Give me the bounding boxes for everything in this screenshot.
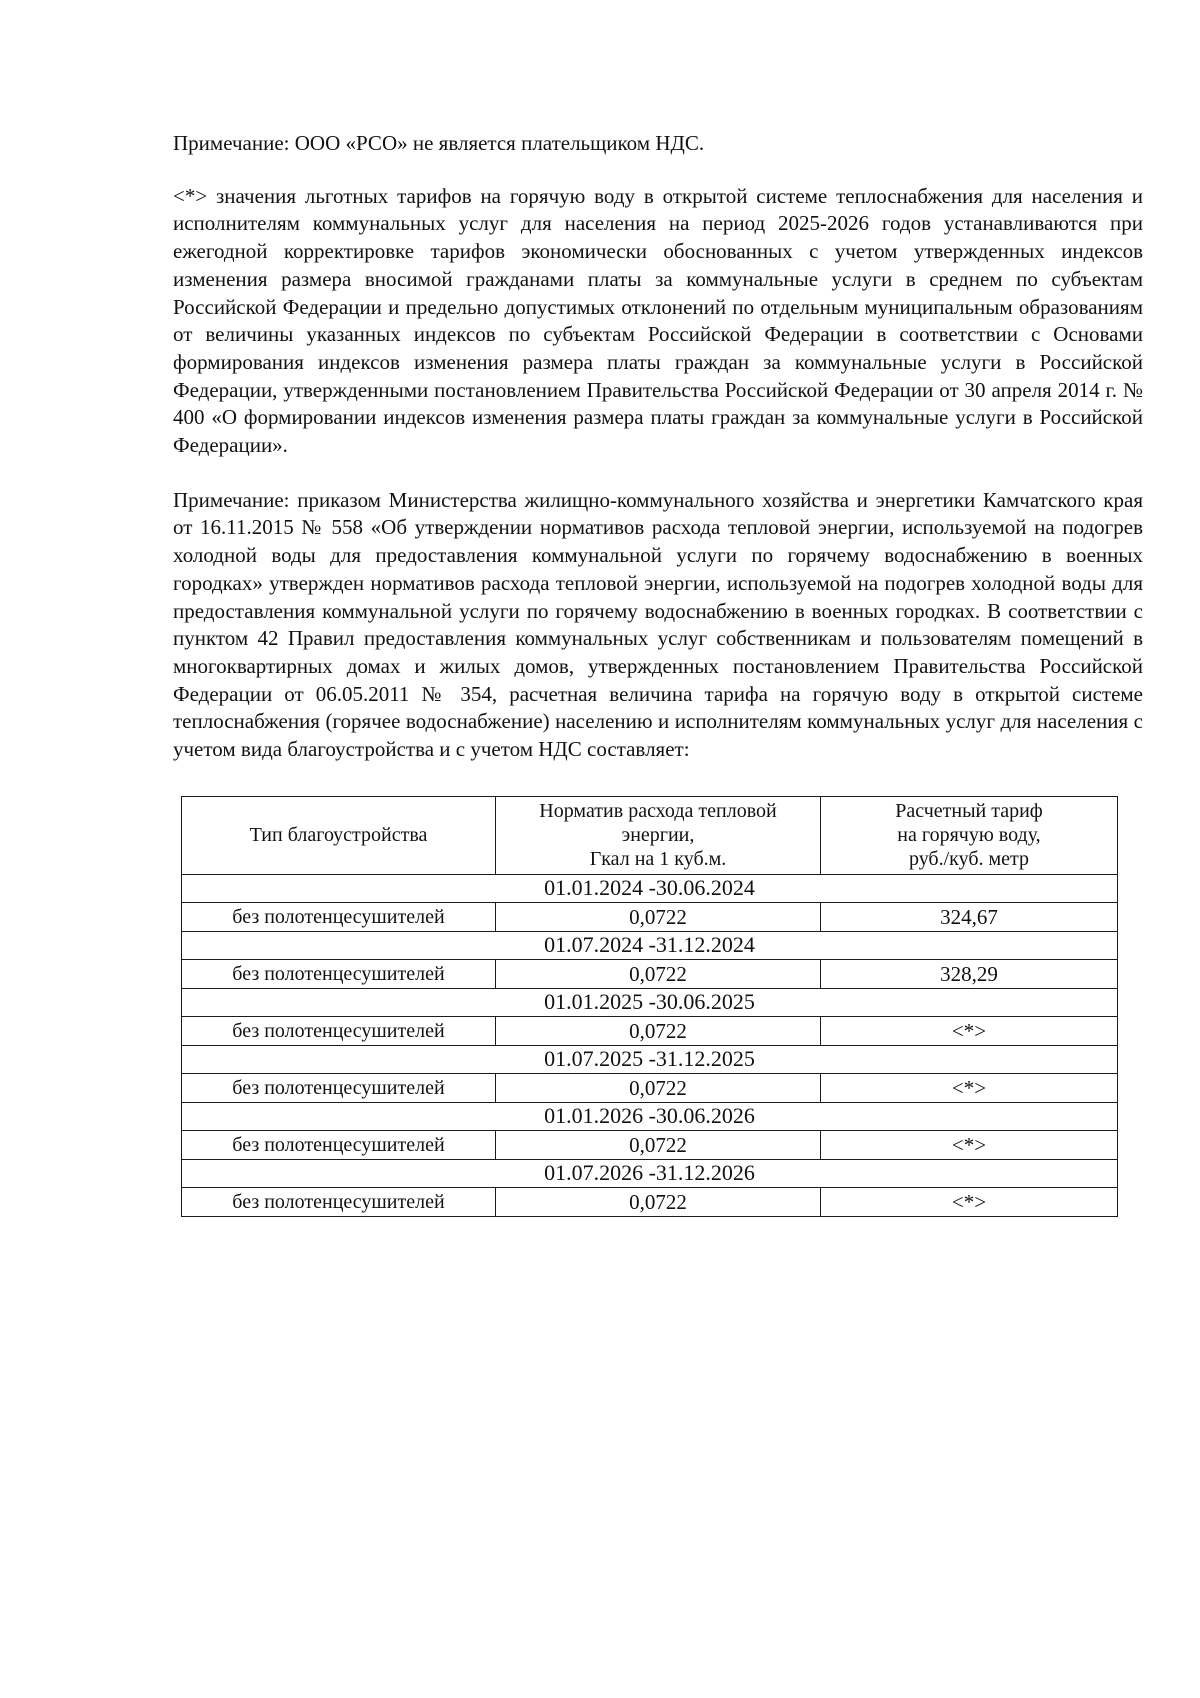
asterisk-note: <*> значения льготных тарифов на горячую воду в открытой системе теплоснабжения для населения и исполнителям коммунальных услуг для населения на период 2025-2026 годов устанавливаются при ежегодной корректировке тарифов экономически обоснованных с учетом утвержденных индексов изменения размера вносимой гражданами платы за коммунальные услуги в среднем по субъектам Российской Федерации и предельно допустимых отклонений по отдельным муниципальным образованиям от величины указанных индексов по субъектам Российской Федерации в соответствии с Основами формирования индексов изменения размера платы граждан за коммунальные услуги в Российской Федерации, утвержденными постановлением Правительства Российской Федерации от 30 апреля 2014 г. № 400 «О формировании индексов изменения размера платы граждан за коммунальные услуги в Российской Федерации». [173,183,1143,458]
header-norm [496,796,821,874]
period-label: 01.01.2026 -30.06.2026 [182,1102,1118,1130]
cell-norm: 0,0722 [496,902,821,931]
period-row [182,988,1118,1016]
period-row [182,1159,1118,1187]
cell-tariff: 324,67 [821,902,1118,931]
period-label: 01.01.2024 -30.06.2024 [182,874,1118,902]
cell-norm: 0,0722 [496,1187,821,1216]
cell-norm: 0,0722 [496,1073,821,1102]
document-page [173,130,1143,1217]
cell-tariff: <*> [821,1073,1118,1102]
cell-type: без полотенцесушителей [182,1073,496,1102]
tariff-table-wrapper [173,796,1117,1217]
header-norm-line: Норматив расхода тепловой [539,800,777,823]
header-tariff-line: руб./куб. метр [908,848,1030,871]
period-label: 01.07.2025 -31.12.2025 [182,1045,1118,1073]
header-type [182,796,496,874]
table-row [182,1016,1118,1045]
table-row [182,902,1118,931]
cell-type: без полотенцесушителей [182,1016,496,1045]
cell-type: без полотенцесушителей [182,1187,496,1216]
table-row [182,1130,1118,1159]
cell-type: без полотенцесушителей [182,1130,496,1159]
period-row [182,931,1118,959]
order-note: Примечание: приказом Министерства жилищно-коммунального хозяйства и энергетики Камчатского края от 16.11.2015 № 558 «Об утверждении нормативов расхода тепловой энергии, используемой на подогрев холодной воды для предоставления коммунальной услуги по горячему водоснабжению в военных городках» утвержден нормативов расхода тепловой энергии, используемой на подогрев холодной воды для предоставления коммунальной услуги по горячему водоснабжению в военных городках. В соответствии с пунктом 42 Правил предоставления коммунальных услуг собственникам и пользователям помещений в многоквартирных домах и жилых домов, утвержденных постановлением Правительства Российской Федерации от 06.05.2011 № 354, расчетная величина тарифа на горячую воду в открытой системе теплоснабжения (горячее водоснабжение) населению и исполнителям коммунальных услуг для населения с учетом вида благоустройства и с учетом НДС составляет: [173,487,1143,762]
table-row [182,959,1118,988]
period-label: 01.01.2025 -30.06.2025 [182,988,1118,1016]
tariff-table [181,796,1118,1217]
period-row [182,1045,1118,1073]
table-row [182,1073,1118,1102]
cell-type: без полотенцесушителей [182,959,496,988]
cell-tariff: <*> [821,1187,1118,1216]
header-type-line: Тип благоустройства [249,824,428,847]
header-norm-line: Гкал на 1 куб.м. [589,848,727,871]
vat-note: Примечание: ООО «РСО» не является плательщиком НДС. [173,131,705,155]
table-header-row [182,796,1118,874]
cell-type: без полотенцесушителей [182,902,496,931]
cell-tariff: <*> [821,1130,1118,1159]
cell-tariff: <*> [821,1016,1118,1045]
cell-norm: 0,0722 [496,1130,821,1159]
cell-tariff: 328,29 [821,959,1118,988]
cell-norm: 0,0722 [496,959,821,988]
header-tariff-line: на горячую воду, [897,824,1041,847]
period-label: 01.07.2024 -31.12.2024 [182,931,1118,959]
cell-norm: 0,0722 [496,1016,821,1045]
table-row [182,1187,1118,1216]
period-row [182,1102,1118,1130]
header-norm-line: энергии, [621,824,695,847]
period-label: 01.07.2026 -31.12.2026 [182,1159,1118,1187]
period-row [182,874,1118,902]
header-tariff [821,796,1118,874]
header-tariff-line: Расчетный тариф [895,800,1043,823]
